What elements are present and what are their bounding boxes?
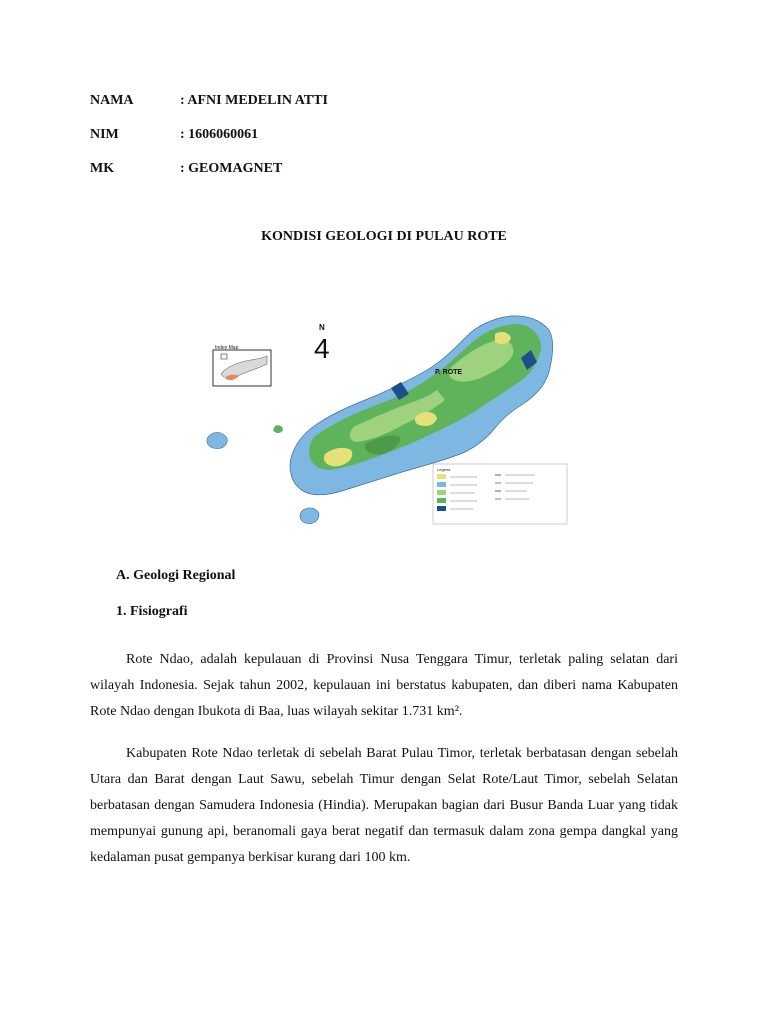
geology-map (205, 314, 570, 529)
field-value: : 1606060061 (180, 127, 259, 142)
field-label: NIM (90, 127, 119, 142)
field-label: MK (90, 161, 115, 176)
island-label: P. ROTE (435, 369, 463, 376)
north-number: 4 (314, 333, 330, 364)
heading-geologi-regional: A. Geologi Regional (116, 568, 236, 583)
field-value: : GEOMAGNET (180, 161, 283, 176)
index-map (213, 345, 271, 386)
small-island (207, 432, 227, 448)
north-label: N (319, 323, 325, 332)
map-legend (433, 464, 567, 524)
heading-fisiografi: 1. Fisiografi (116, 604, 188, 619)
paragraph-2: Kabupaten Rote Ndao terletak di sebelah Barat Pulau Timor, terletak berbatasan dengan sebelah Utara dan Barat dengan Laut Sawu, sebelah Timur dengan Selat Rote/Laut Timor, sebelah Selatan berbatasan dengan Samudera Indonesia (Hindia). Merupakan bagian dari Busur Banda Luar yang tidak mempunyai gunung api, beranomali gaya berat negatif dan termasuk dalam zona gempa dangkal yang kedalaman pusat gempanya berkisar kurang dari 100 km. (90, 746, 678, 865)
index-map-title: Index Map (215, 345, 239, 351)
paragraph-1: Rote Ndao, adalah kepulauan di Provinsi Nusa Tenggara Timur, terletak paling selatan dari wilayah Indonesia. Sejak tahun 2002, kepulauan ini berstatus kabupaten, dan diberi nama Kabupaten Rote Ndao dengan Ibukota di Baa, luas wilayah sekitar 1.731 km². (90, 652, 678, 719)
field-value: : AFNI MEDELIN ATTI (180, 93, 328, 108)
document-title: KONDISI GEOLOGI DI PULAU ROTE (261, 229, 507, 244)
legend-title: Legend (437, 467, 451, 472)
small-island (300, 508, 319, 524)
field-label: NAMA (90, 93, 134, 108)
